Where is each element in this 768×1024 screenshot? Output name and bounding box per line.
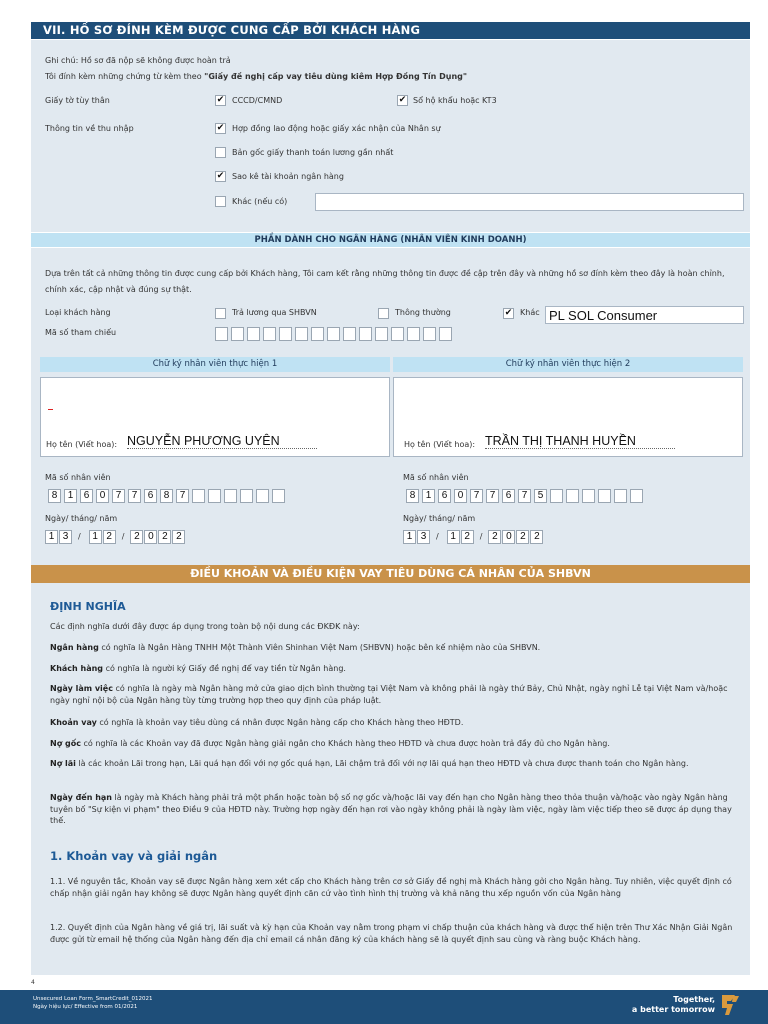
definition-term: Ngày làm việc [50,684,113,693]
staff2-id-digit[interactable]: 7 [470,489,483,503]
reference-digit[interactable] [279,327,292,341]
staff1-id-digit[interactable]: 7 [176,489,189,503]
customer-type-label: Loại khách hàng [45,308,111,317]
reference-digit[interactable] [375,327,388,341]
staff2-month-digit[interactable]: 1 [447,530,460,544]
reference-code-boxes[interactable] [215,327,455,341]
staff1-date-boxes[interactable] [45,530,188,544]
staff2-year-digit[interactable]: 2 [516,530,529,544]
staff2-id-label: Mã số nhân viên [403,473,469,482]
definition-item [50,792,740,827]
staff1-id-digit[interactable] [256,489,269,503]
staff1-name: NGUYỄN PHƯƠNG UYÊN [127,434,280,448]
bank-statement-checkbox[interactable]: ✔ [216,171,225,181]
staff2-id-digit[interactable]: 5 [534,489,547,503]
definitions-intro: Các định nghĩa dưới đây được áp dụng trong toàn bộ nội dung các ĐKĐK này: [50,622,360,631]
staff1-id-label: Mã số nhân viên [45,473,111,482]
household-book-label: Sổ hộ khẩu hoặc KT3 [413,96,497,105]
staff1-year-digit[interactable]: 2 [172,530,185,544]
staff2-date-sep: / [436,532,439,541]
definition-term: Khoản vay [50,718,97,727]
staff1-id-digit[interactable]: 1 [64,489,77,503]
reference-digit[interactable] [439,327,452,341]
staff2-id-digit[interactable]: 8 [406,489,419,503]
staff2-month-digit[interactable]: 2 [461,530,474,544]
reference-digit[interactable] [263,327,276,341]
footer-slogan-line2: a better tomorrow [631,1005,715,1014]
page-number: 4 [31,979,35,986]
staff1-day-digit[interactable]: 3 [59,530,72,544]
reference-digit[interactable] [343,327,356,341]
reference-digit[interactable] [407,327,420,341]
definition-item [50,683,740,706]
id-docs-label: Giấy tờ tùy thân [45,96,110,105]
staff1-id-digit[interactable]: 8 [48,489,61,503]
definition-text: là các khoản Lãi trong hạn, Lãi quá hạn đối với nợ gốc quá hạn, Lãi chậm trả đối với nợ lãi quá hạn theo HĐTD và chưa được thanh toán cho Ngân hàng. [75,759,689,768]
salary-shbvn-label: Trả lương qua SHBVN [232,308,317,317]
staff2-year-digit[interactable]: 2 [530,530,543,544]
staff2-id-digit[interactable]: 7 [486,489,499,503]
section1-heading: 1. Khoản vay và giải ngân [50,849,218,863]
definition-text: là ngày mà Khách hàng phải trả một phần hoặc toàn bộ số nợ gốc và/hoặc lãi vay đến hạn cho Ngân hàng theo thỏa thuận và/hoặc vào ngày Ngân hàng tuyên bố "Sự kiện vi phạm" theo Điều 9 của HĐTD này. Trường hợp ngày đến hạn rơi vào ngày không phải là ngày làm việc, ngày làm việc tiếp theo sẽ được áp dụng thay thế. [50,793,732,825]
reference-digit[interactable] [391,327,404,341]
bank-statement: Dựa trên tất cả những thông tin được cung cấp bởi Khách hàng, Tôi cam kết rằng những thông tin được đề cập trên đây và những hồ sơ đính kèm theo đây là hoàn chỉnh, chính xác, cập nhật và đúng sự thật. [45,269,725,294]
footer-slogan-line1: Together, [673,995,715,1004]
staff2-id-digit[interactable]: 1 [422,489,435,503]
footer-effective-date: Ngày hiệu lực/ Effective from 01/2021 [33,1004,138,1010]
staff1-day-digit[interactable]: 1 [45,530,58,544]
other-customer-value: PL SOL Consumer [549,308,658,323]
cccd-label: CCCD/CMND [232,96,283,105]
signature1-title: Chữ ký nhân viên thực hiện 1 [40,357,390,372]
staff1-date-sep: / [78,532,81,541]
payslip-label: Bản gốc giấy thanh toán lương gần nhất [232,148,394,157]
staff1-month-digit[interactable]: 2 [103,530,116,544]
definition-term: Ngân hàng [50,643,99,652]
staff2-id-digit[interactable]: 6 [438,489,451,503]
staff2-name-label: Họ tên (Viết hoa): [404,440,476,449]
footer-form-name: Unsecured Loan Form_SmartCredit_012021 [33,996,153,1002]
cccd-checkbox[interactable]: ✔ [216,95,225,105]
staff2-id-digit[interactable] [614,489,627,503]
reference-digit[interactable] [327,327,340,341]
definition-text: có nghĩa là khoản vay tiêu dùng cá nhân được Ngân hàng cấp cho Khách hàng theo HĐTD. [96,718,464,727]
definition-item [50,642,740,654]
labor-contract-label: Hợp đồng lao động hoặc giấy xác nhận của Nhân sự [232,124,441,133]
staff2-year-digit[interactable]: 2 [488,530,501,544]
definitions-heading: ĐỊNH NGHĨA [50,600,126,613]
signature1-mark [48,409,53,410]
staff1-id-digit[interactable] [240,489,253,503]
bank-statement-label: Sao kê tài khoản ngân hàng [232,172,344,181]
definition-item [50,758,740,770]
staff2-date-label: Ngày/ tháng/ năm [403,514,476,523]
reference-digit[interactable] [247,327,260,341]
other-income-checkbox[interactable] [215,196,226,207]
staff2-date-boxes[interactable] [403,530,546,544]
staff1-id-digit[interactable] [224,489,237,503]
staff1-date-label: Ngày/ tháng/ năm [45,514,118,523]
signature2-title: Chữ ký nhân viên thực hiện 2 [393,357,743,372]
staff2-id-digit[interactable] [582,489,595,503]
staff2-id-digit[interactable]: 7 [518,489,531,503]
definition-text: có nghĩa là Ngân Hàng TNHH Một Thành Viên Shinhan Việt Nam (SHBVN) hoặc bên kế nhiệm nào của SHBVN. [98,643,541,652]
attachments-statement [45,72,467,82]
section7-title: VII. HỒ SƠ ĐÍNH KÈM ĐƯỢC CUNG CẤP BỞI KHÁCH HÀNG [31,22,750,39]
other-income-field[interactable] [315,193,744,211]
other-income-label: Khác (nếu có) [232,197,288,206]
salary-shbvn-checkbox[interactable] [215,308,226,319]
staff1-date-sep: / [121,532,125,541]
reference-digit[interactable] [231,327,244,341]
definition-term: Khách hàng [50,664,104,673]
staff1-name-label: Họ tên (Viết hoa): [46,440,118,449]
other-customer-field[interactable] [545,306,744,324]
staff1-id-digit[interactable]: 6 [80,489,93,503]
footer [0,990,768,1024]
definition-term: Nợ lãi [50,759,76,768]
attachments-statement-prefix: Tôi đính kèm những chứng từ kèm theo [45,72,205,81]
staff1-year-digit[interactable]: 2 [158,530,171,544]
staff2-name-underline [485,448,675,449]
staff2-name: TRẦN THỊ THANH HUYỀN [485,434,636,448]
regular-customer-label: Thông thường [395,308,451,317]
staff1-year-digit[interactable]: 0 [144,530,157,544]
staff2-id-digit[interactable] [550,489,563,503]
staff2-day-digit[interactable]: 1 [403,530,416,544]
attachments-note: Ghi chú: Hồ sơ đã nộp sẽ không được hoàn trả [45,56,231,65]
labor-contract-checkbox[interactable]: ✔ [216,123,225,133]
definition-term: Nợ gốc [50,739,81,748]
staff2-id-digit[interactable] [566,489,579,503]
staff2-id-digit[interactable] [598,489,611,503]
staff2-day-digit[interactable]: 3 [417,530,430,544]
reference-digit[interactable] [295,327,308,341]
shinhan-logo-icon [719,993,741,1017]
household-book-checkbox[interactable]: ✔ [398,95,407,105]
staff1-id-digit[interactable]: 8 [160,489,173,503]
bank-section-title: PHẦN DÀNH CHO NGÂN HÀNG (NHÂN VIÊN KINH DOANH) [31,233,750,247]
staff1-id-digit[interactable]: 6 [144,489,157,503]
definition-text: có nghĩa là ngày mà Ngân hàng mở cửa giao dịch bình thường tại Việt Nam và không phải là ngày thứ Bảy, Chủ Nhật, ngày nghỉ Lễ tại Việt Nam và/hoặc ngày nghỉ nội bộ của Ngân hàng tùy từng trường hợp theo quy định của pháp luật. [50,684,728,705]
reference-digit[interactable] [311,327,324,341]
regular-customer-checkbox[interactable] [378,308,389,319]
signature1-box[interactable] [40,377,390,457]
staff2-id-boxes[interactable] [406,489,646,503]
reference-digit[interactable] [423,327,436,341]
staff1-month-digit[interactable]: 1 [89,530,102,544]
staff1-id-boxes[interactable] [48,489,288,503]
staff2-date-sep: / [479,532,483,541]
section1-paragraph: 1.1. Về nguyên tắc, Khoản vay sẽ được Ngân hàng xem xét cấp cho Khách hàng trên cơ sở Giấy đề nghị mà Khách hàng gởi cho Ngân hàng. Tuy nhiên, việc quyết định có chấp nhận giải ngân hay không sẽ được Ngân hàng quyết định căn cứ vào tình hình thị trường và khả năng thu xếp nguồn vốn của Ngân hàng [50,877,732,898]
staff1-year-digit[interactable]: 2 [130,530,143,544]
terms-title: ĐIỀU KHOẢN VÀ ĐIỀU KIỆN VAY TIÊU DÙNG CÁ NHÂN CỦA SHBVN [31,565,750,583]
definition-text: có nghĩa là người ký Giấy đề nghị để vay tiền từ Ngân hàng. [103,664,346,673]
staff1-id-digit[interactable]: 0 [96,489,109,503]
definition-item [50,663,740,675]
section1-paragraph: 1.2. Quyết định của Ngân hàng về giá trị, lãi suất và kỳ hạn của Khoản vay nằm trong phạm vi chấp thuận của khách hàng và được thể hiện trên Thư Xác Nhận Giải Ngân được gửi từ email hệ thống của Ngân hàng đến địa chỉ email cá nhân đăng ký của khách hàng sẽ là quyết định sau cùng và ràng buộc Khách hàng. [50,923,733,944]
reference-digit[interactable] [359,327,372,341]
staff1-name-underline [127,448,317,449]
definition-text: có nghĩa là các Khoản vay đã được Ngân hàng giải ngân cho Khách hàng theo HĐTD và chưa được hoàn trả đầy đủ cho Ngân hàng. [80,739,610,748]
staff1-id-digit[interactable] [192,489,205,503]
attachments-doc-name: "Giấy đề nghị cấp vay tiêu dùng kiêm Hợp Đồng Tín Dụng" [204,72,468,81]
staff1-id-digit[interactable] [272,489,285,503]
definition-item [50,717,740,729]
reference-digit[interactable] [215,327,228,341]
other-customer-checkbox[interactable]: ✔ [504,308,513,318]
staff1-id-digit[interactable] [208,489,221,503]
staff1-id-digit[interactable]: 7 [128,489,141,503]
staff1-id-digit[interactable]: 7 [112,489,125,503]
income-label: Thông tin về thu nhập [45,124,134,133]
reference-label: Mã số tham chiếu [45,328,117,337]
staff2-id-digit[interactable]: 6 [502,489,515,503]
other-customer-label: Khác [520,308,540,317]
definition-term: Ngày đến hạn [50,793,112,802]
staff2-id-digit[interactable]: 0 [454,489,467,503]
payslip-checkbox[interactable] [215,147,226,158]
definition-item [50,738,740,750]
signature2-box[interactable] [393,377,743,457]
staff2-year-digit[interactable]: 0 [502,530,515,544]
staff2-id-digit[interactable] [630,489,643,503]
